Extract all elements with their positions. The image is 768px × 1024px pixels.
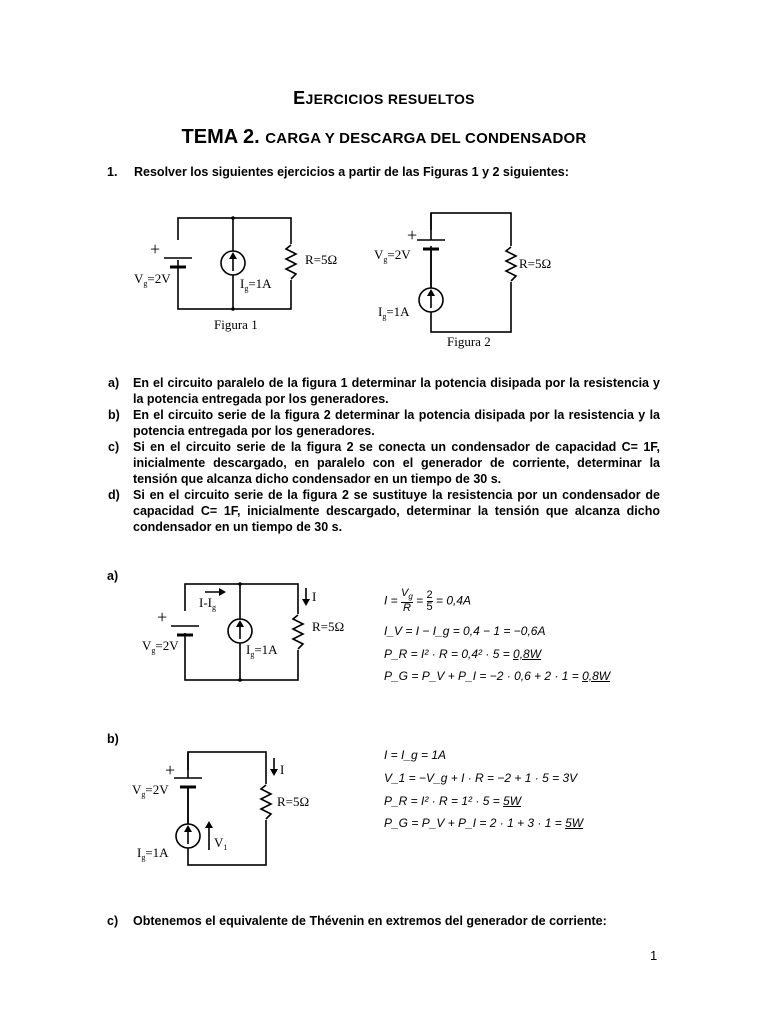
part-a: a) En el circuito paralelo de la figura 1 determinar la potencia disipada por la resistencia y la potencia entregada por los generadores. [108,376,660,406]
fig2-caption: Figura 2 [447,334,491,349]
solution-b-circuit [0,740,380,870]
figure-2-circuit [416,213,516,332]
fig1-vg-label: $V_g=2V$ [134,271,171,288]
solution-a-circuit [0,570,380,700]
sb-eq3: P_R = I² · R = 1² · 5 = 5W [384,794,522,808]
sa-ig-label: $I_g=1A$ [246,642,278,659]
solution-c [107,914,607,928]
sb-ig-label: $I_g=1A$ [137,845,169,862]
fig1-r-label: R=5Ω [305,252,338,267]
solution-c-text: Obtenemos el equivalente de Thévenin en extremos del generador de corriente: [133,914,607,928]
figures-1-2 [0,0,768,370]
sb-plus: + [165,760,176,780]
sa-vg-label: $V_g=2V$ [142,638,179,655]
document-title-initial: E [293,88,306,108]
subtitle-rest: CARGA Y DESCARGA DEL CONDENSADOR [265,130,587,147]
sa-r-label: R=5Ω [312,619,345,634]
fig1-ig-label: $I_g=1A$ [240,276,272,293]
sb-r-label: R=5Ω [277,794,310,809]
page-number: 1 [650,948,658,963]
sa-branch-current: $I-I_g$ [199,595,216,612]
solution-c-label: c) [107,914,119,928]
fig2-plus: + [407,225,418,245]
fig1-plus: + [150,239,161,259]
sb-v1-label: $V_1$ [214,835,228,852]
part-b: b) En el circuito serie de la figura 2 determinar la potencia disipada por la resistencia y la potencia entregada por los generadores. [108,408,660,438]
sa-eq1: I = $\frac{V_g}{R}$ = $\frac{2}{5}$ = 0,4A [384,587,472,615]
sb-i-label: I [280,762,285,777]
sa-i-label: I [312,589,317,604]
sa-plus: + [157,607,168,627]
question-text: Resolver los siguientes ejercicios a partir de las Figuras 1 y 2 siguientes: [134,165,569,179]
part-c: c) Si en el circuito serie de la figura 2 se conecta un condensador de capacidad C= 1F, inicialmente descargado, en paralelo con el generador de corriente, determinar la tensión que alcanza dicho condensador en un tiempo de 30 s. [108,440,660,486]
figure-1-circuit [163,218,296,309]
fig2-ig-label: $I_g=1A$ [378,304,410,321]
fig2-r-label: R=5Ω [519,256,552,271]
sa-eq3: P_R = I² · R = 0,4² · 5 = 0,8W [384,647,542,661]
solution-b-label: b) [107,732,119,746]
part-d: d) Si en el circuito serie de la figura 2 se sustituye la resistencia por un condensador de capacidad C= 1F, inicialmente descargado, determinar la tensión que alcanza dicho condensador en un tiempo de 30 s. [108,488,660,534]
solution-a-label: a) [107,569,119,583]
subtitle-tema: TEMA 2. [181,126,260,148]
fig2-vg-label: $V_g=2V$ [374,247,411,264]
document-title-rest: JERCICIOS RESUELTOS [305,91,475,107]
fig1-caption: Figura 1 [214,317,258,332]
sb-eq4: P_G = P_V + P_I = 2 · 1 + 3 · 1 = 5W [384,816,584,830]
sb-eq1: I = I_g = 1A [384,748,447,762]
question-number: 1. [107,165,118,179]
question-parts [108,375,660,535]
sa-eq4: P_G = P_V + P_I = −2 · 0,6 + 2 · 1 = 0,8W [384,669,611,683]
sa-eq2: I_V = I − I_g = 0,4 − 1 = −0,6A [384,624,546,638]
sb-eq2: V_1 = −V_g + I · R = −2 + 1 · 5 = 3V [384,771,578,785]
sb-vg-label: $V_g=2V$ [132,782,169,799]
